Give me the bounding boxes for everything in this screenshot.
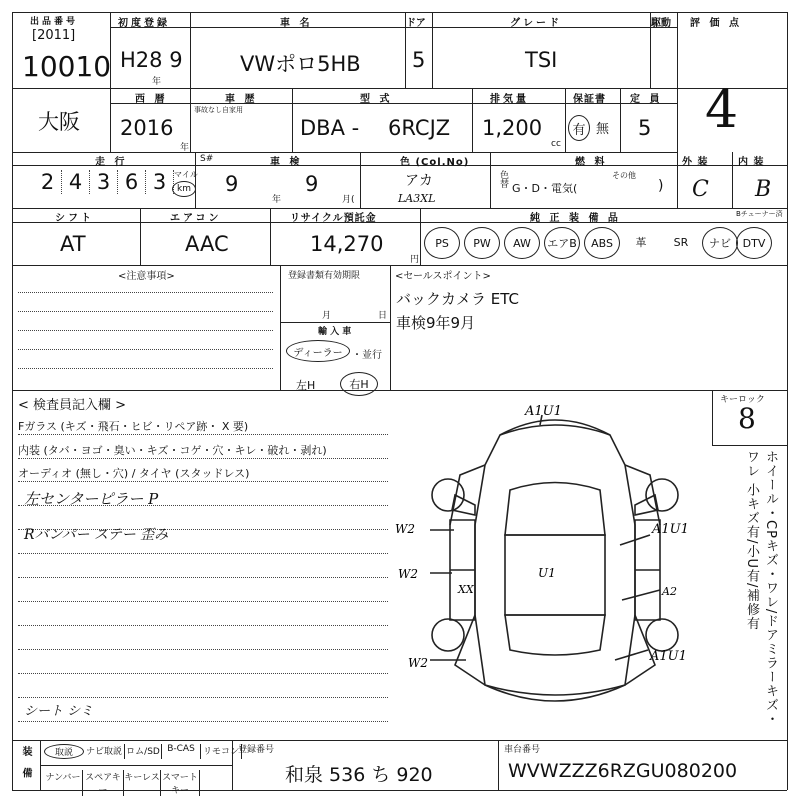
- year-unit: 年: [152, 77, 162, 87]
- cc-unit: cc: [551, 139, 561, 149]
- type: 6RCJZ: [388, 116, 451, 140]
- equipment-item: SR: [673, 235, 689, 249]
- hand-note-3: シート シミ: [24, 704, 94, 719]
- mark-right-lower: A1U1: [650, 649, 687, 664]
- equipment-item: AW: [504, 227, 540, 259]
- model-label: 車 名: [280, 18, 313, 29]
- footer-equip-item: ナビ取説: [84, 744, 125, 759]
- hand-note-2: Rバンパー ステー 歪み: [24, 527, 169, 543]
- mile-unit: マイル: [174, 170, 198, 179]
- footer-equip-item: ロム/SD: [125, 744, 162, 759]
- footer-equip-item: 取説: [44, 744, 84, 759]
- footer-equip-item: B-CAS: [162, 744, 201, 759]
- equipment-item: ABS: [584, 227, 620, 259]
- equip-label: 装 備: [20, 746, 31, 782]
- footer-equip-item: キーレス: [124, 770, 161, 796]
- interior: B: [755, 177, 772, 202]
- dealer-option: ディーラー: [286, 340, 350, 362]
- vin: WVWZZZ6RZGU080200: [508, 760, 738, 782]
- first-reg-label: 初度登録: [118, 18, 170, 29]
- color: アカ: [405, 173, 433, 189]
- vin-label: 車台番号: [504, 745, 541, 755]
- reg-day: 日: [378, 311, 388, 321]
- rule: [12, 390, 787, 391]
- side-vertical-text: ホイール・CPキズ・ワレ/ドアミラーキズ・ワレ 小キズ有/小U有/補修有: [744, 450, 778, 727]
- car-diagram: [390, 395, 720, 735]
- lot-number: 10010: [22, 50, 112, 83]
- footer-equip-row-2: [44, 770, 200, 796]
- year-unit: 年: [180, 143, 190, 153]
- mark-left-lower: W2: [408, 656, 428, 670]
- rule: [677, 12, 678, 208]
- fuel-close: ): [658, 178, 664, 194]
- warranty-label: 保証書: [573, 94, 606, 105]
- color-change-label: 色替: [498, 170, 508, 188]
- sales-label: <セールスポイント>: [395, 271, 491, 282]
- exterior: C: [692, 177, 709, 202]
- insp-year-unit: 年: [272, 195, 282, 205]
- mark-left-upper: W2: [395, 522, 415, 536]
- warranty-yes: 有: [568, 115, 590, 141]
- fuel-label: 燃 料: [575, 157, 608, 168]
- shift-label: シフト: [55, 213, 94, 224]
- history-note: 事故なし自家用: [194, 106, 243, 114]
- tuner-label: Bチューナー済: [736, 210, 783, 218]
- interior-line: 内装 (タバ・ヨゴ・臭い・キズ・コゲ・穴・キレ・破れ・剥れ): [18, 444, 327, 457]
- fuel-other: その他: [612, 171, 636, 180]
- region: 大阪: [38, 110, 80, 134]
- lot-label: 出品番号: [30, 17, 79, 27]
- interior-label: 内 装: [738, 157, 765, 168]
- import-label: 輸 入 車: [318, 327, 352, 337]
- footer-equip-item: リモコン: [201, 744, 242, 759]
- mark-right-mid: A2: [662, 585, 677, 598]
- km-unit: km: [172, 181, 196, 197]
- model-name: VWポロ5HB: [240, 52, 361, 76]
- equipment-label: 純 正 装 備 品: [530, 213, 621, 224]
- type-label: 型 式: [360, 94, 393, 105]
- first-reg: H28 9: [120, 48, 183, 72]
- color-label: 色 (Col.No): [400, 157, 470, 168]
- footer-equip-item: ナンバー: [44, 770, 83, 796]
- history-label: 車 歴: [225, 94, 258, 105]
- mark-left-mid: W2: [398, 567, 418, 581]
- equipment-item: 革: [635, 236, 647, 249]
- caution-label: <注意事項>: [118, 271, 175, 282]
- capacity-label: 定 員: [630, 94, 663, 105]
- equipment-item: エアB: [544, 227, 580, 259]
- footer-equip-row-1: [44, 744, 242, 759]
- sales-point-2: 車検9年9月: [396, 314, 476, 332]
- mark-top: A1U1: [525, 404, 562, 419]
- keylock-label: キーロック: [720, 395, 765, 405]
- displacement: 1,200: [482, 116, 543, 140]
- sales-point-1: バックカメラ ETC: [396, 290, 520, 308]
- mileage-label: 走 行: [95, 157, 128, 168]
- inspection-label: 車 検: [270, 157, 303, 168]
- type-prefix: DBA -: [300, 116, 360, 140]
- recycle: 14,270: [310, 232, 384, 256]
- grade-label: グレード: [510, 18, 562, 29]
- footer-equip-item: スマートキー: [161, 770, 200, 796]
- footer-equip-item: スペアキー: [83, 770, 124, 796]
- equipment-item: ナビ: [702, 227, 738, 259]
- register-label: 登録書類有効期限: [288, 271, 361, 281]
- mileage-digits: [34, 170, 174, 194]
- shift: AT: [60, 232, 86, 256]
- mileage-digit: 3: [146, 170, 174, 194]
- color-code: LA3XL: [398, 192, 436, 205]
- mark-right-upper: A1U1: [652, 522, 689, 537]
- left-hand: 左H: [296, 379, 316, 392]
- rule: [12, 88, 787, 89]
- plate-label: 登録番号: [238, 745, 275, 755]
- rule: [12, 12, 13, 790]
- displacement-label: 排気量: [490, 94, 529, 105]
- fuel: G・D・電気(: [512, 182, 578, 195]
- ac: AAC: [185, 232, 229, 256]
- seireki: 2016: [120, 116, 174, 140]
- rule: [787, 12, 788, 790]
- right-hand: 右H: [340, 372, 378, 396]
- equipment-item: PS: [424, 227, 460, 259]
- parallel-option: ・並行: [352, 350, 382, 361]
- drive-label: 駆動: [651, 18, 671, 29]
- exterior-label: 外 装: [682, 157, 709, 168]
- mileage-digit: 3: [90, 170, 118, 194]
- inspector-title: < 検査員記入欄 >: [18, 398, 127, 413]
- rule: [12, 12, 787, 13]
- mileage-digit: 4: [62, 170, 90, 194]
- insp-month-unit: 月(: [342, 195, 355, 205]
- capacity: 5: [638, 116, 652, 140]
- reg-month: 月: [322, 311, 332, 321]
- score-label: 評 価 点: [690, 18, 742, 29]
- recycle-label: リサイクル預託金: [290, 213, 377, 224]
- mileage-digit: 6: [118, 170, 146, 194]
- equipment-item: PW: [464, 227, 500, 259]
- doors: 5: [412, 48, 426, 72]
- ac-label: エアコン: [170, 213, 222, 224]
- score: 4: [705, 80, 739, 140]
- rule: [12, 740, 787, 741]
- mileage-digit: 2: [34, 170, 62, 194]
- rule: [12, 208, 787, 209]
- meter-label: S#: [200, 154, 214, 164]
- grade: TSI: [525, 48, 558, 72]
- insp-year: 9: [225, 172, 239, 196]
- warranty-no: 無: [596, 122, 610, 137]
- seireki-label: 西 暦: [135, 94, 168, 105]
- hand-note-1: 左センターピラー P: [24, 490, 159, 508]
- keylock: 8: [738, 402, 756, 435]
- doors-label: ドア: [406, 18, 426, 29]
- yen-unit: 円: [410, 255, 420, 265]
- plate-number: 和泉 536 ち 920: [285, 764, 433, 786]
- mark-center: U1: [538, 566, 556, 580]
- mark-center-xx: XX: [458, 583, 474, 596]
- insp-month: 9: [305, 172, 319, 196]
- rule: [12, 265, 787, 266]
- audio-line: オーディオ (無し・穴) / タイヤ (スタッドレス): [18, 467, 250, 480]
- year-bracket: [2011]: [32, 28, 76, 43]
- windshield-line: Fガラス (キズ・飛石・ヒビ・リペア跡・ X 要): [18, 420, 249, 433]
- equipment-item: DTV: [736, 227, 772, 259]
